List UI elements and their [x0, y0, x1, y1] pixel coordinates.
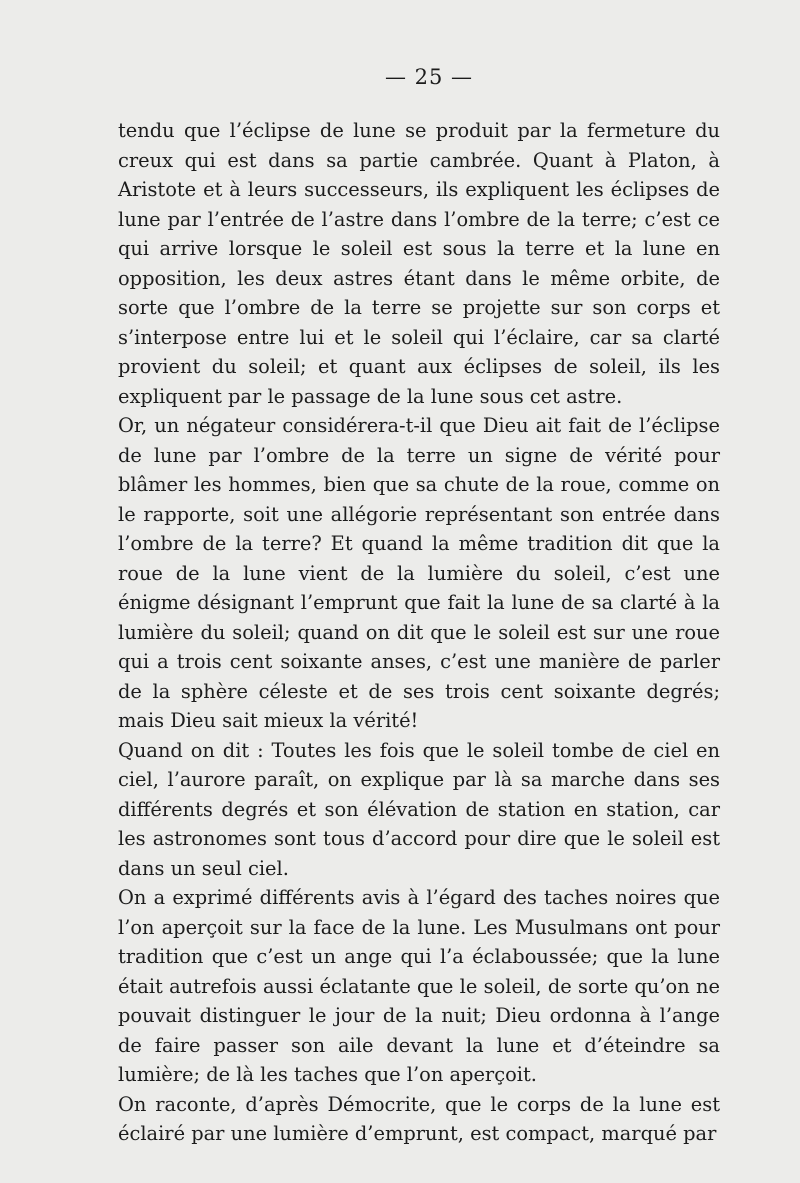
paragraph-4: On a exprimé différents avis à l’égard des taches noires que l’on aperçoit sur la face de la lune. Les Musulmans ont pour tradition que c’est un ange qui l’a éclaboussée; que la lune était autrefois aussi éclatante que le soleil, de sorte qu’on ne pouvait distinguer le jour de la nuit; Dieu ordonna à l’ange de faire passer son aile devant la lune et d’éteindre sa lumière; de là les taches que l’on aperçoit. [118, 886, 720, 1086]
paragraph-5: On raconte, d’après Démocrite, que le corps de la lune est éclairé par une lumière d’emprunt, est compact, marqué par [118, 1092, 720, 1145]
body-text [118, 116, 720, 1149]
paragraph-1: tendu que l’éclipse de lune se produit par la fermeture du creux qui est dans sa partie cambrée. Quant à Platon, à Aristote et à leurs successeurs, ils expliquent les éclipses de lune par l’entrée de l’astre dans l’ombre de la terre; c’est ce qui arrive lorsque le soleil est sous la terre et la lune en opposition, les deux astres étant dans le même orbite, de sorte que l’ombre de la terre se projette sur son corps et s’interpose entre lui et le soleil qui l’éclaire, car sa clarté provient du soleil; et quant aux éclipses de soleil, ils les expliquent par le passage de la lune sous cet astre. [118, 119, 720, 408]
paragraph-2: Or, un négateur considérera-t-il que Dieu ait fait de l’éclipse de lune par l’ombre de la terre un signe de vérité pour blâmer les hommes, bien que sa chute de la roue, comme on le rapporte, soit une allégorie représentant son entrée dans l’ombre de la terre? Et quand la même tradition dit que la roue de la lune vient de la lumière du soleil, c’est une énigme désignant l’emprunt que fait la lune de sa clarté à la lumière du soleil; quand on dit que le soleil est sur une roue qui a trois cent soixante anses, c’est une manière de parler de la sphère céleste et de ses trois cent soixante degrés; mais Dieu sait mieux la vérité! [118, 414, 720, 732]
page-number: — 25 — [384, 65, 474, 89]
paragraph-3: Quand on dit : Toutes les fois que le soleil tombe de ciel en ciel, l’aurore paraît, on explique par là sa marche dans ses différents degrés et son élévation de station en station, car les astronomes sont tous d’accord pour dire que le soleil est dans un seul ciel. [118, 738, 720, 880]
